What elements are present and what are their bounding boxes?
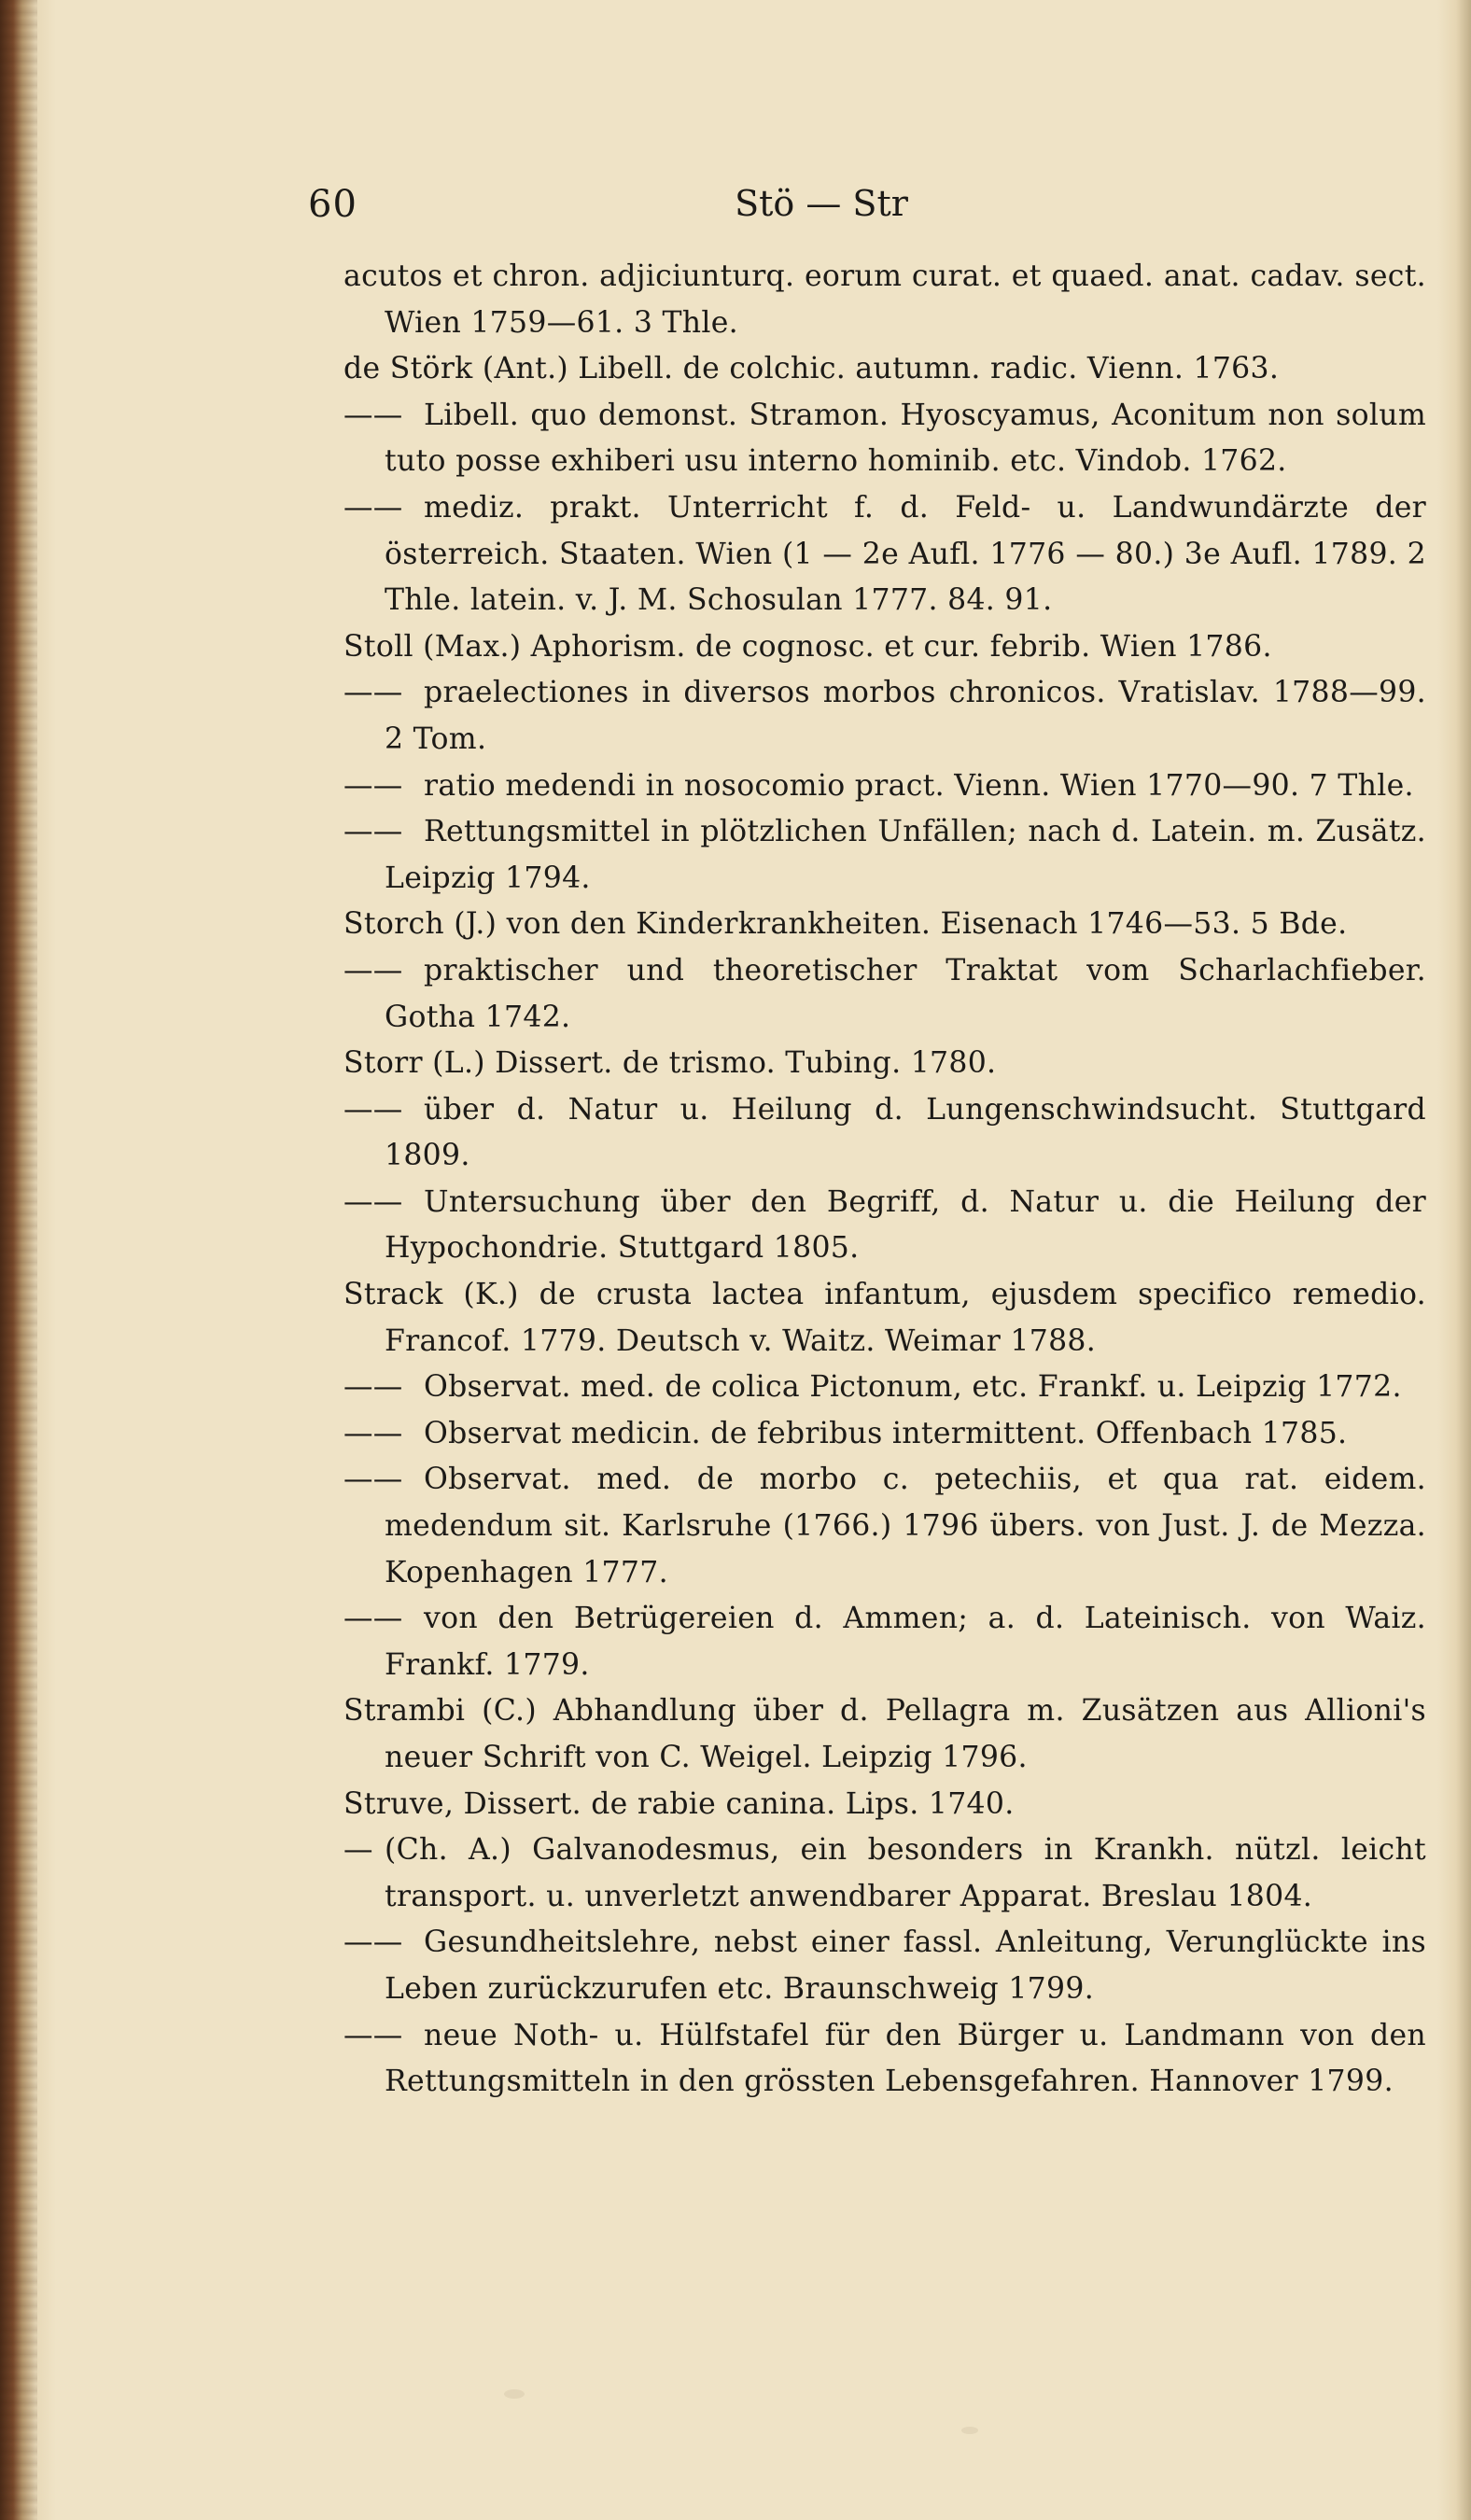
entry-text: Rettungsmittel in plötzlichen Unfällen; nach d. Latein. m. Zusätz. Leipzig 1794. [385, 815, 1426, 895]
ditto-dash: —— [343, 398, 403, 432]
entry-text: über d. Natur u. Heilung d. Lungenschwindsucht. Stuttgard 1809. [385, 1092, 1426, 1173]
ditto-dash: —— [343, 1925, 403, 1960]
entry-text: Strack (K.) de crusta lactea infantum, ejusdem specifico remedio. Francof. 1779. Deutsch v. Waitz. Weimar 1788. [343, 1278, 1426, 1358]
entry-text: Untersuchung über den Begriff, d. Natur u. die Heilung der Hypochondrie. Stuttgard 1805. [385, 1184, 1426, 1266]
entry-text: Observat. med. de morbo c. petechiis, et qua rat. eidem. medendum sit. Karlsruhe (1766.) 1796 übers. von Just. J. de Mezza. Kopenhagen 1777. [385, 1463, 1426, 1589]
page-number: 60 [308, 183, 357, 226]
ditto-dash: —— [343, 815, 403, 849]
paper-smudge [961, 2427, 978, 2434]
book-binding-edge [0, 0, 37, 2520]
entry-text: Gesundheitslehre, nebst einer fassl. Anleitung, Verunglückte ins Leben zurückzurufen etc. Braunschweig 1799. [385, 1925, 1426, 2006]
bibliography-entry [343, 1272, 1426, 1365]
ditto-dash: —— [343, 953, 403, 987]
bibliography-entry [343, 1457, 1426, 1596]
ditto-dash: —— [343, 1416, 403, 1450]
bibliography-entry [343, 624, 1426, 671]
page-header-title: Stö — Str [735, 183, 908, 224]
bibliography-entry [343, 1411, 1426, 1458]
ditto-dash: —— [343, 1184, 403, 1219]
ditto-dash: —— [343, 490, 403, 525]
entry-text: de Störk (Ant.) Libell. de colchic. autumn. radic. Vienn. 1763. [343, 352, 1280, 386]
bibliography-entry [343, 1180, 1426, 1272]
bibliography-entry [343, 763, 1426, 810]
ditto-dash: —— [343, 1602, 403, 1636]
paper-smudge [504, 2389, 525, 2399]
bibliography-entry [343, 1596, 1426, 1688]
bibliography-entry [343, 1827, 1426, 1920]
entry-text: Stoll (Max.) Aphorism. de cognosc. et cur. febrib. Wien 1786. [343, 629, 1272, 664]
entry-text: Storch (J.) von den Kinderkrankheiten. Eisenach 1746—53. 5 Bde. [343, 907, 1348, 942]
bibliography-entry [343, 1087, 1426, 1180]
ditto-dash: —— [343, 1370, 403, 1405]
entry-text: ratio medendi in nosocomio pract. Vienn. Wien 1770—90. 7 Thle. [424, 768, 1414, 803]
entry-text: acutos et chron. adjiciunturq. eorum curat. et quaed. anat. cadav. sect. Wien 1759—61. 3 Thle. [343, 259, 1426, 340]
bibliography-entry [343, 948, 1426, 1041]
ditto-dash: — [343, 1833, 373, 1868]
ditto-dash: —— [343, 768, 403, 803]
bibliography-entry [343, 670, 1426, 763]
entry-text: Strambi (C.) Abhandlung über d. Pellagra m. Zusätzen aus Allioni's neuer Schrift von C. Weigel. Leipzig 1796. [343, 1694, 1426, 1774]
bibliography-entry [343, 1041, 1426, 1087]
entry-text: Libell. quo demonst. Stramon. Hyoscyamus, Aconitum non solum tuto posse exhiberi usu interno hominib. etc. Vindob. 1762. [385, 398, 1426, 479]
bibliography-entry [343, 393, 1426, 485]
entry-text: praktischer und theoretischer Traktat vom Scharlachfieber. Gotha 1742. [385, 953, 1426, 1034]
ditto-dash: —— [343, 2018, 403, 2052]
bibliography-entry [343, 1782, 1426, 1828]
bibliography-entry [343, 1365, 1426, 1411]
entry-text: von den Betrügereien d. Ammen; a. d. Lateinisch. von Waiz. Frankf. 1779. [385, 1602, 1426, 1682]
bibliography-text-block [343, 254, 1426, 2106]
bibliography-entry [343, 809, 1426, 902]
entry-text: Struve, Dissert. de rabie canina. Lips. 1740. [343, 1786, 1015, 1821]
entry-text: Observat. med. de colica Pictonum, etc. Frankf. u. Leipzig 1772. [424, 1370, 1402, 1405]
bibliography-entry [343, 2013, 1426, 2106]
bibliography-entry [343, 1920, 1426, 2012]
ditto-dash: —— [343, 1463, 403, 1497]
entry-text: Storr (L.) Dissert. de trismo. Tubing. 1780. [343, 1046, 997, 1081]
ditto-dash: —— [343, 1092, 403, 1127]
bibliography-entry [343, 485, 1426, 624]
running-head [308, 183, 1409, 239]
entry-text: (Ch. A.) Galvanodesmus, ein besonders in Krankh. nützl. leicht transport. u. unverletzt anwendbarer Apparat. Breslau 1804. [385, 1833, 1426, 1913]
entry-text: praelectiones in diversos morbos chronicos. Vratislav. 1788—99. 2 Tom. [385, 676, 1426, 756]
ditto-dash: —— [343, 676, 403, 710]
bibliography-entry [343, 346, 1426, 393]
entry-text: Observat medicin. de febribus intermittent. Offenbach 1785. [424, 1416, 1348, 1450]
entry-text: mediz. prakt. Unterricht f. d. Feld- u. Landwundärzte der österreich. Staaten. Wien (1 — 2e Aufl. 1776 — 80.) 3e Aufl. 1789. 2 Thle. latein. v. J. M. Schosulan 1777. 84. 91. [385, 490, 1426, 618]
bibliography-entry [343, 254, 1426, 346]
entry-text: neue Noth- u. Hülfstafel für den Bürger u. Landmann von den Rettungsmitteln in den grössten Lebensgefahren. Hannover 1799. [385, 2018, 1426, 2099]
bibliography-entry [343, 1688, 1426, 1781]
bibliography-entry [343, 902, 1426, 948]
